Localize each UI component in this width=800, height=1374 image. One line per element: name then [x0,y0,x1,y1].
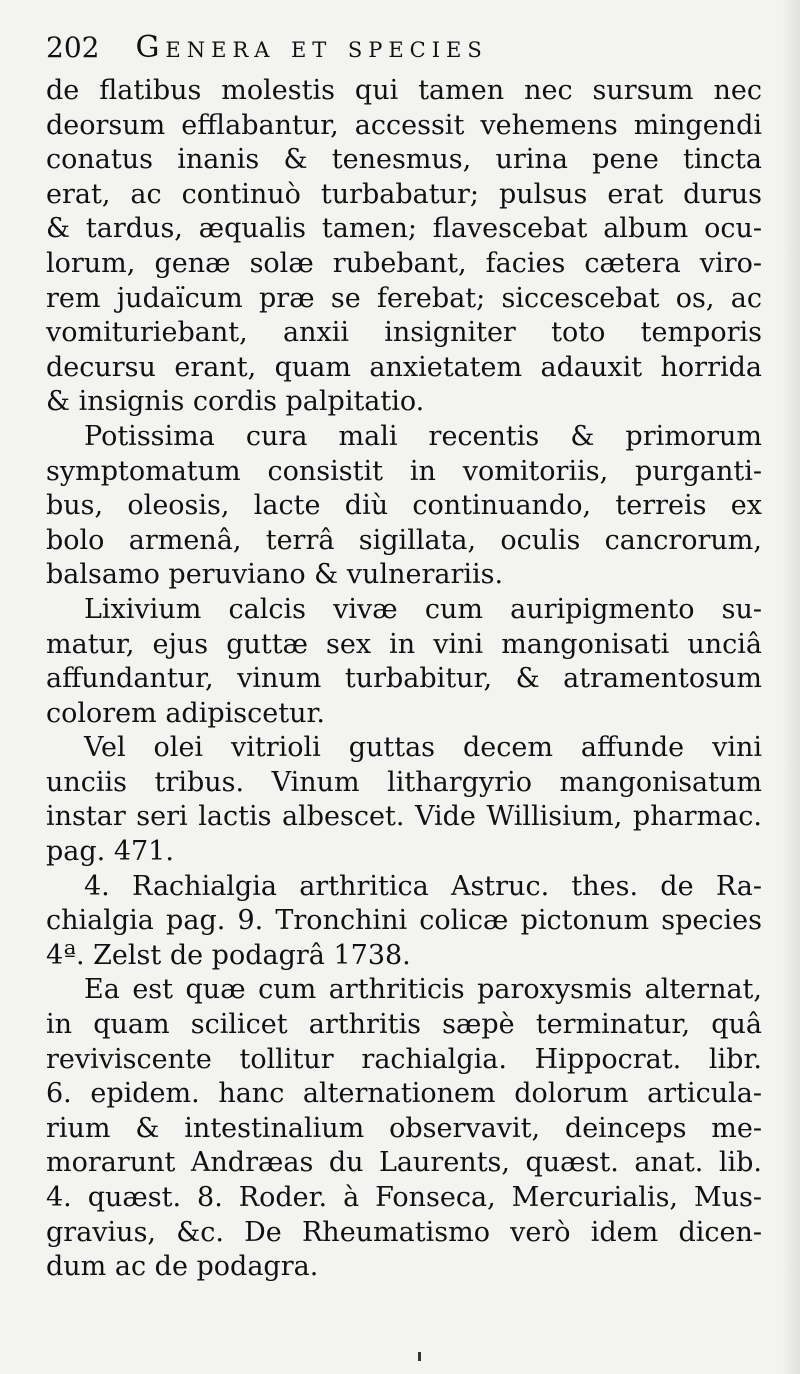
page-text [46,30,762,1285]
running-head: Genera et species [135,30,488,65]
text-line: 4. quæst. 8. Roder. à Fonseca, Mercurialis, Mus- [46,1182,762,1213]
text-line: 6. epidem. hanc alternationem dolorum articula- [46,1078,762,1110]
text-line: affundantur, vinum turbabitur, & atramentosum [46,663,762,695]
paragraph [46,731,762,869]
text-line: lorum, genæ solæ rubebant, facies cætera viro- [46,247,762,279]
paragraph [46,593,762,731]
text-line: matur, ejus guttæ sex in vini mangonisati unciâ [46,628,762,660]
text-line: erat, ac continuò turbabatur; pulsus erat durus [46,178,762,210]
text-line: deorsum efflabantur, accessit vehemens mingendi [46,109,762,141]
text-line: 4ª. Zelst de podagrâ 1738. [46,939,411,971]
text-line: instar seri lactis albescet. Vide Willisium, pharmac. [46,801,762,833]
paragraph [46,973,762,1284]
text-line: Lixivium calcis vivæ cum auripigmento su- [84,593,762,625]
text-line: Vel olei vitrioli guttas decem affunde vini [84,732,762,764]
text-line: chialgia pag. 9. Tronchini colicæ pictonum species [46,905,762,937]
text-line: Potissima cura mali recentis & primorum [84,420,762,452]
text-line: morarunt Andræas du Laurents, quæst. anat. lib. [46,1147,762,1179]
text-line: in quam scilicet arthritis sæpè terminatur, quâ [46,1009,762,1041]
text-line: dum ac de podagra. [46,1251,319,1283]
text-line: & tardus, æqualis tamen; flavescebat album ocu- [46,213,762,245]
paragraph [46,420,762,593]
text-line: bus, oleosis, lacte diù continuando, terreis ex [46,490,762,522]
text-line: vomituriebant, anxii insigniter toto temporis [46,317,762,349]
text-line: conatus inanis & tenesmus, urina pene tincta [46,144,762,176]
text-line: Ea est quæ cum arthriticis paroxysmis alternat, [84,974,762,1006]
text-line: gravius, &c. De Rheumatismo verò idem dicen- [46,1216,762,1248]
paragraph [46,870,762,974]
text-line: colorem adipiscetur. [46,697,325,729]
print-mark [418,1352,421,1361]
text-line: decursu erant, quam anxietatem adauxit horrida [46,351,762,383]
text-line: rem judaïcum præ se ferebat; siccescebat os, ac [46,282,762,314]
page-number: 202 [46,31,100,64]
text-line: unciis tribus. Vinum lithargyrio mangonisatum [46,766,762,798]
text-line: symptomatum consistit in vomitoriis, purganti- [46,455,762,487]
text-line: pag. 471. [46,836,174,868]
text-line: balsamo peruviano & vulnerariis. [46,559,504,591]
text-line: de flatibus molestis qui tamen nec sursum nec [46,75,762,106]
text-line: bolo armenâ, terrâ sigillata, oculis cancrorum, [46,524,762,556]
paragraph [46,74,762,420]
text-line: & insignis cordis palpitatio. [46,386,425,418]
page-header [46,30,762,74]
text-line: rium & intestinalium observavit, deinceps me- [46,1112,762,1144]
text-line: 4. Rachialgia arthritica Astruc. thes. de Ra- [84,870,762,902]
text-line: reviviscente tollitur rachialgia. Hippocrat. libr. [46,1043,762,1075]
